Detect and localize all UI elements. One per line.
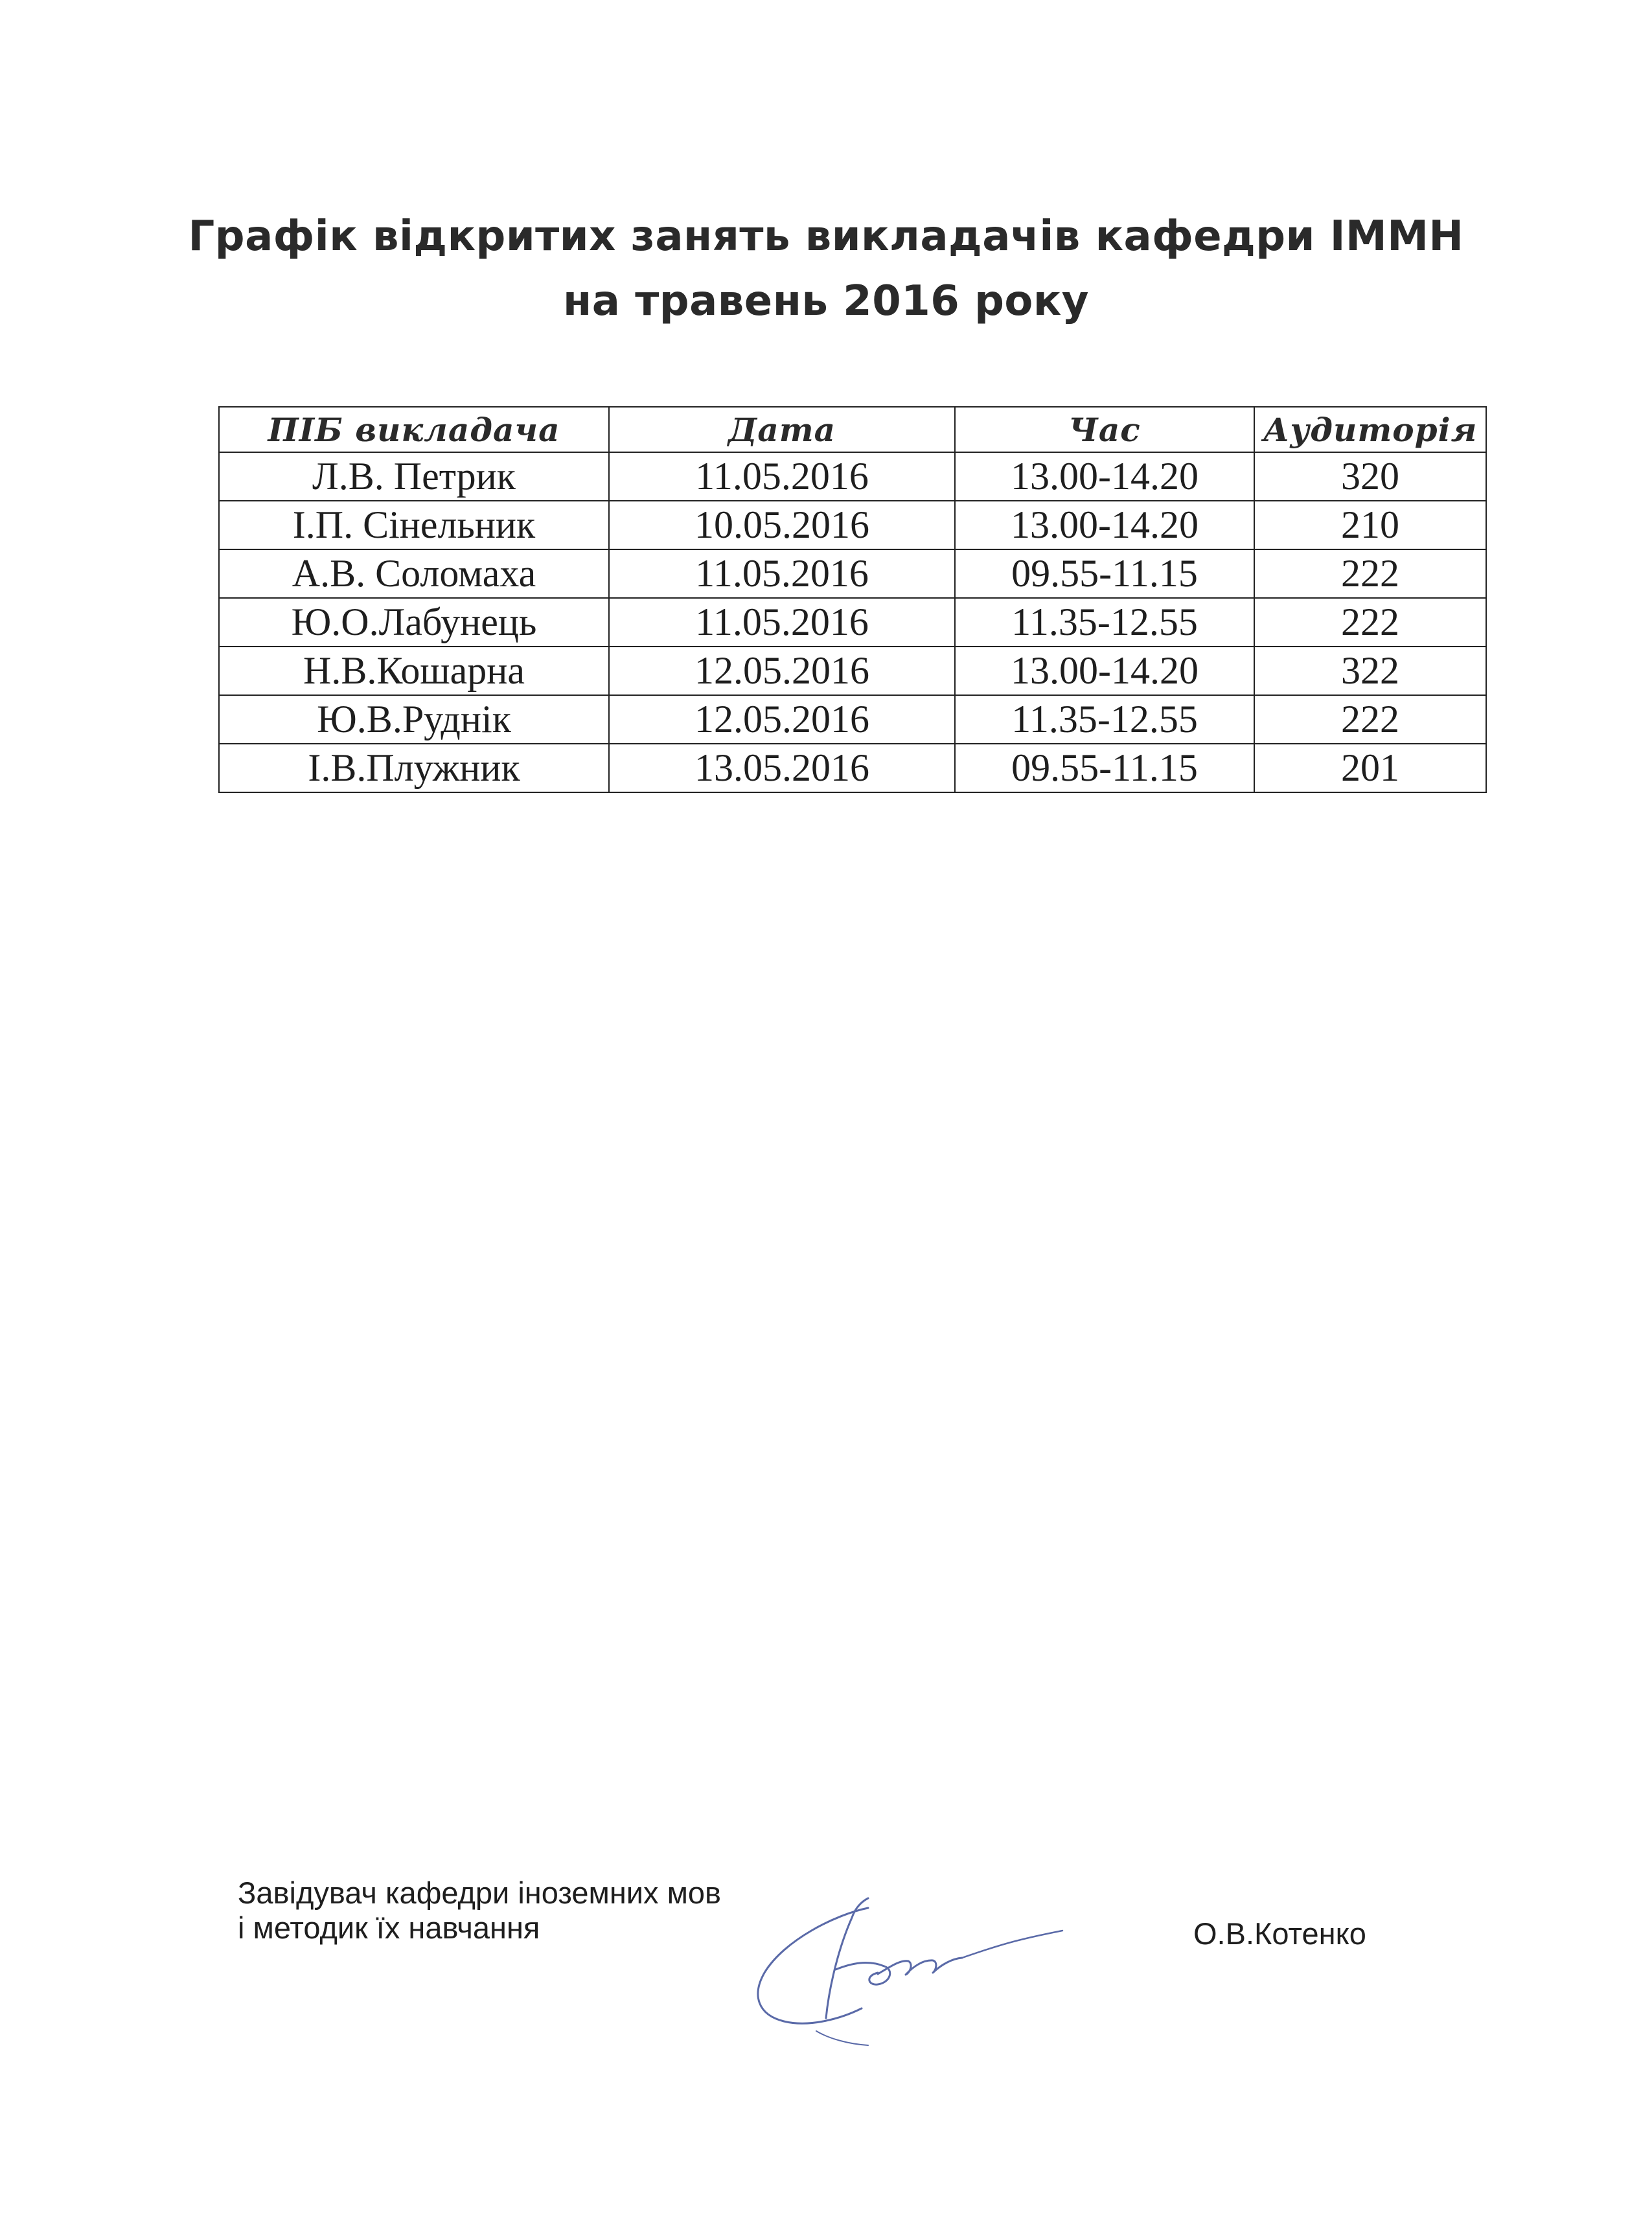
- signature-stroke: [758, 1908, 868, 2023]
- schedule-table: [218, 406, 1487, 793]
- signature-stroke: [962, 1931, 1062, 1958]
- title-line-1: Графік відкритих занять викладачів кафедри ІММН: [188, 212, 1464, 260]
- table-row: [219, 695, 1486, 744]
- table-row: [219, 744, 1486, 792]
- cell-room: 222: [1254, 695, 1486, 744]
- table-row: [219, 452, 1486, 501]
- signatory-name: О.В.Котенко: [1193, 1916, 1366, 1951]
- cell-date: 11.05.2016: [609, 549, 955, 598]
- cell-teacher-name: А.В. Соломаха: [219, 549, 609, 598]
- header-date: Дата: [609, 407, 955, 452]
- position-line-1: Завідувач кафедри іноземних мов: [238, 1876, 722, 1910]
- title-line-2: на травень 2016 року: [563, 277, 1089, 325]
- cell-date: 11.05.2016: [609, 452, 955, 501]
- header-room: Аудиторія: [1254, 407, 1486, 452]
- cell-teacher-name: Н.В.Кошарна: [219, 647, 609, 695]
- cell-time: 09.55-11.15: [955, 744, 1254, 792]
- cell-time: 13.00-14.20: [955, 501, 1254, 549]
- table-row: [219, 647, 1486, 695]
- cell-date: 12.05.2016: [609, 647, 955, 695]
- signature-stroke: [826, 1898, 868, 2018]
- cell-time: 11.35-12.55: [955, 598, 1254, 647]
- cell-date: 10.05.2016: [609, 501, 955, 549]
- cell-room: 222: [1254, 598, 1486, 647]
- handwritten-signature: [739, 1869, 1088, 2057]
- cell-room: 201: [1254, 744, 1486, 792]
- cell-teacher-name: Ю.В.Руднік: [219, 695, 609, 744]
- table-row: [219, 598, 1486, 647]
- cell-teacher-name: Ю.О.Лабунець: [219, 598, 609, 647]
- table-row: [219, 549, 1486, 598]
- document-title: [0, 204, 1652, 334]
- cell-teacher-name: І.В.Плужник: [219, 744, 609, 792]
- cell-time: 13.00-14.20: [955, 647, 1254, 695]
- cell-room: 222: [1254, 549, 1486, 598]
- header-time: Час: [955, 407, 1254, 452]
- cell-room: 210: [1254, 501, 1486, 549]
- table-row: [219, 501, 1486, 549]
- cell-room: 322: [1254, 647, 1486, 695]
- cell-time: 11.35-12.55: [955, 695, 1254, 744]
- signatory-position: [238, 1876, 721, 1946]
- cell-date: 12.05.2016: [609, 695, 955, 744]
- signature-stroke: [816, 2031, 868, 2045]
- cell-time: 09.55-11.15: [955, 549, 1254, 598]
- cell-teacher-name: І.П. Сінельник: [219, 501, 609, 549]
- signature-stroke: [836, 1963, 890, 1985]
- cell-date: 13.05.2016: [609, 744, 955, 792]
- cell-date: 11.05.2016: [609, 598, 955, 647]
- table-header-row: [219, 407, 1486, 452]
- position-line-2: і методик їх навчання: [238, 1911, 540, 1945]
- cell-teacher-name: Л.В. Петрик: [219, 452, 609, 501]
- cell-time: 13.00-14.20: [955, 452, 1254, 501]
- cell-room: 320: [1254, 452, 1486, 501]
- header-teacher-name: ПІБ викладача: [219, 407, 609, 452]
